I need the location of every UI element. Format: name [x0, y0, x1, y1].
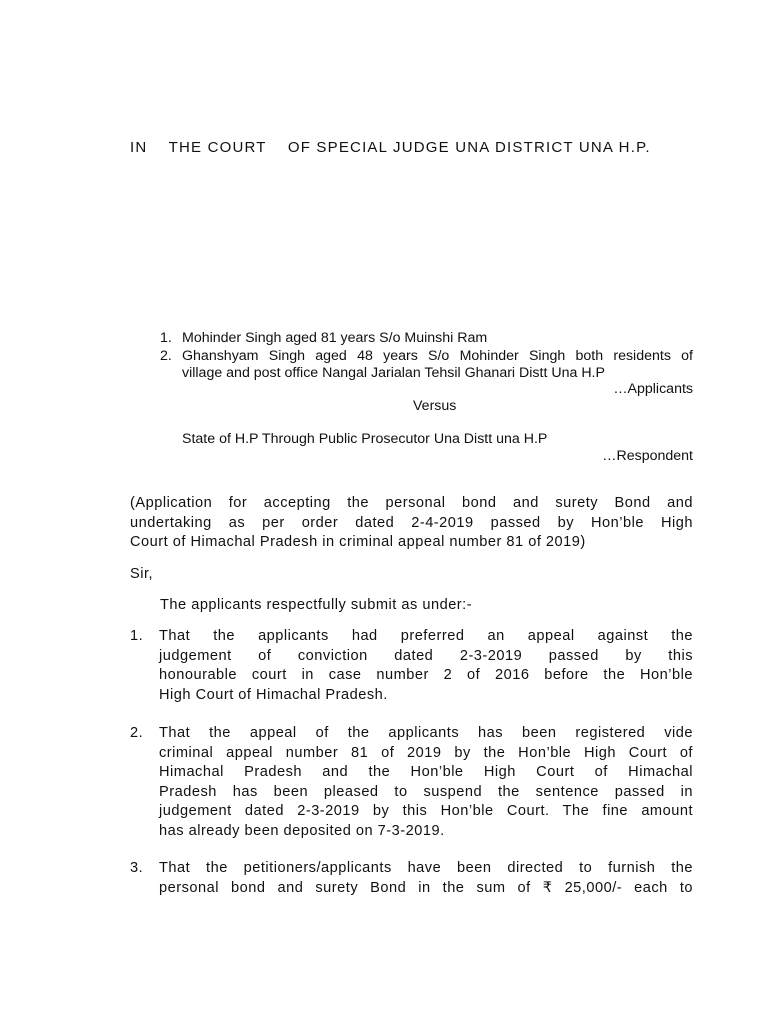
application-line: (Application for accepting the personal bond and surety Bond and	[130, 495, 693, 511]
point-line: Pradesh has been pleased to suspend the sentence passed in	[159, 783, 693, 800]
point-number: 3.	[130, 860, 144, 876]
applicant-item	[160, 330, 693, 348]
submission-point	[130, 627, 693, 705]
submission-point	[130, 859, 693, 898]
applicant-line: village and post office Nangal Jarialan Tehsil Ghanari Distt Una H.P	[182, 365, 605, 381]
intro-text: The applicants respectfully submit as under:-	[160, 597, 473, 613]
point-line: Himachal Pradesh and the Hon’ble High Court of Himachal	[159, 764, 693, 780]
point-line: That the appeal of the applicants has been registered vide	[159, 725, 693, 741]
application-line: Court of Himachal Pradesh in criminal appeal number 81 of 2019)	[130, 534, 586, 550]
point-number: 2.	[130, 725, 144, 741]
point-line: judgement dated 2-3-2019 by this Hon’ble Court. The fine amount	[159, 803, 693, 819]
point-line: honourable court in case number 2 of 2016 before the Hon’ble	[159, 667, 693, 683]
application-title	[130, 494, 693, 553]
applicant-number: 1.	[160, 330, 172, 346]
applicant-number: 2.	[160, 347, 172, 364]
court-heading: IN THE COURT OF SPECIAL JUDGE UNA DISTRICT UNA H.P.	[130, 139, 651, 156]
respondent-name: State of H.P Through Public Prosecutor Una Distt una H.P	[182, 431, 548, 447]
applicants-list	[160, 330, 693, 383]
point-line: judgement of conviction dated 2-3-2019 passed by this	[159, 647, 693, 664]
applicant-line: Ghanshyam Singh aged 48 years S/o Mohinder Singh both residents of	[182, 347, 693, 364]
point-line: That the petitioners/applicants have been directed to furnish the	[159, 860, 693, 876]
point-line: criminal appeal number 81 of 2019 by the Hon’ble High Court of	[159, 744, 693, 761]
application-line: undertaking as per order dated 2-4-2019 passed by Hon’ble High	[130, 514, 693, 531]
versus-label: Versus	[413, 398, 457, 414]
point-line: has already been deposited on 7-3-2019.	[159, 822, 445, 839]
point-line: That the applicants had preferred an appeal against the	[159, 628, 693, 644]
submission-point	[130, 724, 693, 841]
applicants-label: …Applicants	[613, 381, 693, 397]
respondent-label: …Respondent	[602, 448, 693, 464]
applicant-item	[160, 348, 693, 383]
point-line: personal bond and surety Bond in the sum of ₹ 25,000/- each to	[159, 879, 693, 896]
salutation: Sir,	[130, 566, 154, 582]
point-number: 1.	[130, 628, 144, 644]
point-line: High Court of Himachal Pradesh.	[159, 686, 388, 703]
applicant-line: Mohinder Singh aged 81 years S/o Muinshi Ram	[182, 330, 488, 346]
